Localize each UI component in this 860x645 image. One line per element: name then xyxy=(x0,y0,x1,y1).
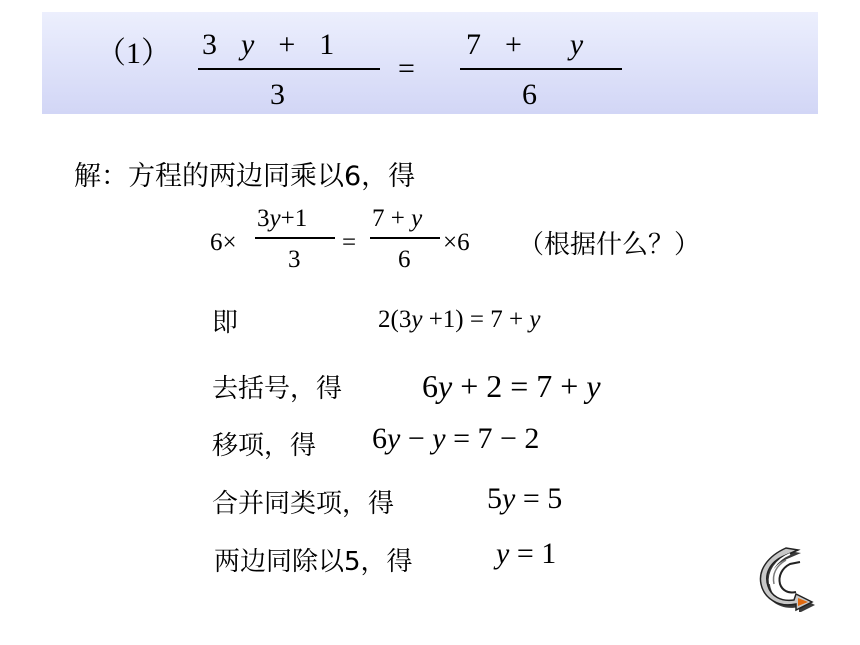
step5-equation: 5y = 5 xyxy=(487,482,563,515)
step3-equation: 6y + 2 = 7 + y xyxy=(422,368,601,404)
step1-question: （根据什么？） xyxy=(518,230,701,260)
step6-label: 两边同除以5，得 xyxy=(214,547,413,577)
step3-label: 去括号，得 xyxy=(212,374,343,404)
problem-rhs-numerator: 7 + y xyxy=(466,28,584,61)
problem-equals: = xyxy=(398,52,415,85)
step2-equation: 2(3y +1) = 7 + y xyxy=(378,306,541,333)
return-arrow-icon xyxy=(756,542,820,612)
step4-label: 移项，得 xyxy=(212,431,317,461)
solution-intro: 解：方程的两边同乘以6，得 xyxy=(74,161,416,192)
step2-label: 即 xyxy=(212,308,239,338)
problem-lhs-fraction-bar xyxy=(198,68,380,70)
step1-left-denominator: 3 xyxy=(288,246,301,273)
step1-right-fraction-bar xyxy=(370,237,440,239)
step1-left-numerator: 3y+1 xyxy=(257,205,308,232)
problem-lhs-numerator: 3 y + 1 xyxy=(202,28,335,61)
step4-equation: 6y − y = 7 − 2 xyxy=(372,422,540,455)
problem-rhs-fraction-bar xyxy=(460,68,622,70)
step1-equals: = xyxy=(342,229,357,256)
step6-equation: y = 1 xyxy=(496,537,557,570)
step1-left-coefficient: 6× xyxy=(210,229,237,256)
step1-right-tail: ×6 xyxy=(443,229,470,256)
problem-lhs-denominator: 3 xyxy=(270,78,285,111)
step5-label: 合并同类项，得 xyxy=(212,489,395,519)
problem-number: （1） xyxy=(96,37,171,70)
return-button[interactable] xyxy=(756,542,820,612)
step1-left-fraction-bar xyxy=(255,237,335,239)
step1-right-numerator: 7 + y xyxy=(372,205,423,232)
problem-rhs-denominator: 6 xyxy=(522,78,537,111)
step1-right-denominator: 6 xyxy=(398,246,411,273)
